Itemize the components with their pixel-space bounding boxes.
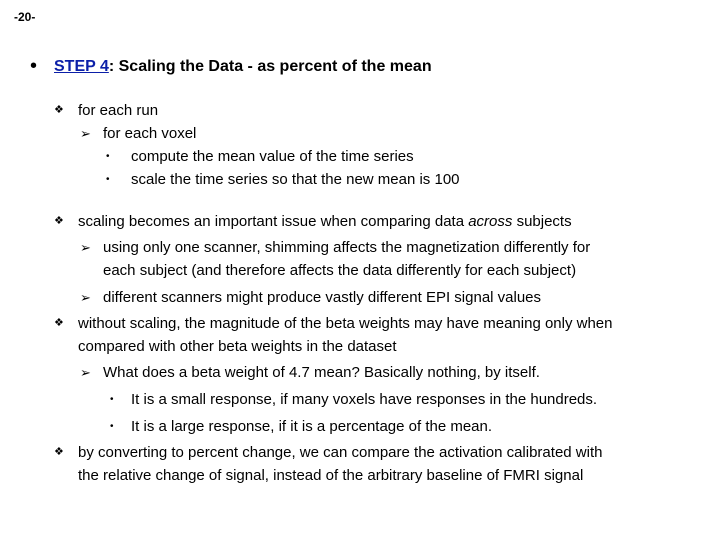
bullet-without-scaling-line2: compared with other beta weights in the dataset xyxy=(78,338,397,355)
bullet-for-each-voxel: for each voxel xyxy=(103,125,197,142)
bullet-large-response: It is a large response, if it is a percentage of the mean. xyxy=(131,418,493,435)
dot-bullet-icon: • xyxy=(106,151,110,162)
bullet-small-response: It is a small response, if many voxels have responses in the hundreds. xyxy=(131,391,598,408)
bullet-compute-mean: compute the mean value of the time series xyxy=(131,148,414,165)
bullet-percent-change-line2: the relative change of signal, instead of the arbitrary baseline of FMRI signal xyxy=(78,467,584,484)
bullet-one-scanner-line1: using only one scanner, shimming affects the magnetization differently for xyxy=(103,239,591,256)
bullet-percent-change-line1: by converting to percent change, we can compare the activation calibrated with xyxy=(78,444,603,461)
bullet-beta-weight-question: What does a beta weight of 4.7 mean? Basically nothing, by itself. xyxy=(103,364,540,381)
bullet-scaling-issue xyxy=(78,210,572,233)
emphasis-text: across xyxy=(468,213,513,230)
arrow-bullet-icon: ➢ xyxy=(80,365,91,380)
arrow-bullet-icon: ➢ xyxy=(80,126,91,141)
dot-bullet-icon: • xyxy=(110,421,114,432)
diamond-bullet-icon: ❖ xyxy=(54,317,64,329)
slide-title xyxy=(54,58,432,76)
bullet-one-scanner-line2: each subject (and therefore affects the data differently for each subject) xyxy=(103,262,577,279)
bullet-for-each-run: for each run xyxy=(78,102,159,119)
bullet-text: subjects xyxy=(512,213,572,230)
bullet-without-scaling-line1: without scaling, the magnitude of the beta weights may have meaning only when xyxy=(78,315,613,332)
arrow-bullet-icon: ➢ xyxy=(80,290,91,305)
bullet-scale-series: scale the time series so that the new mean is 100 xyxy=(131,171,460,188)
arrow-bullet-icon: ➢ xyxy=(80,240,91,255)
page-number: -20- xyxy=(14,10,36,24)
dot-bullet-icon: • xyxy=(106,174,110,185)
diamond-bullet-icon: ❖ xyxy=(54,446,64,458)
dot-bullet-icon: • xyxy=(110,394,114,405)
bullet-text: scaling becomes an important issue when comparing data xyxy=(78,213,469,230)
diamond-bullet-icon: ❖ xyxy=(54,104,64,116)
title-rest: : Scaling the Data - as percent of the mean xyxy=(108,58,432,75)
step-link[interactable]: STEP 4 xyxy=(54,58,109,75)
bullet-different-scanners: different scanners might produce vastly different EPI signal values xyxy=(103,289,542,306)
main-bullet-marker: • xyxy=(30,55,38,77)
diamond-bullet-icon: ❖ xyxy=(54,215,64,227)
